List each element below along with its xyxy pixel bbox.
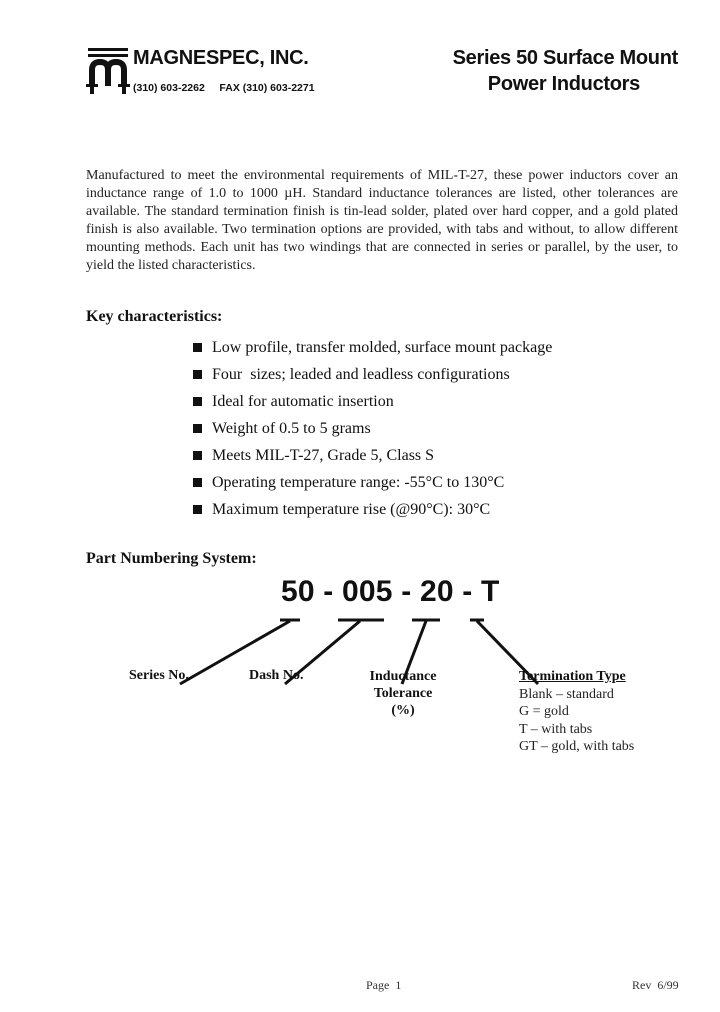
square-bullet-icon	[193, 451, 202, 460]
part-number-example: 50 - 005 - 20 - T	[281, 575, 500, 608]
list-item	[193, 496, 552, 523]
list-item	[193, 388, 552, 415]
intro-paragraph: Manufactured to meet the environmental requirements of MIL-T-27, these power inductors cover an inductance range of 1.0 to 1000 µH. Standard inductance tolerances are listed, other tolerances are available. The standard termination finish is tin-lead solder, plated over hard copper, and a gold plated finish is also available. Two termination options are provided, with tabs and without, to allow different mounting methods. Each unit has two windings that are connected in series or parallel, by the user, to yield the listed characteristics.	[86, 168, 678, 273]
list-item-text: Low profile, transfer molded, surface mount package	[212, 338, 553, 356]
list-item-text: Four sizes; leaded and leadless configurations	[212, 365, 510, 383]
list-item-text: Ideal for automatic insertion	[212, 392, 394, 410]
revision-label: Rev 6/99	[632, 978, 679, 992]
part-numbering-heading: Part Numbering System:	[86, 550, 257, 567]
page-number: Page 1	[366, 978, 402, 992]
key-characteristics-heading: Key characteristics:	[86, 308, 223, 325]
square-bullet-icon	[193, 478, 202, 487]
termination-option: Blank – standard	[519, 686, 614, 702]
phone-number: (310) 603-2262	[133, 82, 205, 94]
document-title-line1: Series 50 Surface Mount	[452, 47, 678, 69]
list-item	[193, 334, 552, 361]
square-bullet-icon	[193, 505, 202, 514]
list-item-text: Meets MIL-T-27, Grade 5, Class S	[212, 446, 435, 464]
square-bullet-icon	[193, 424, 202, 433]
list-item-text: Maximum temperature rise (@90°C): 30°C	[212, 500, 491, 518]
series-no-label: Series No.	[129, 668, 189, 683]
fax-number: FAX (310) 603-2271	[219, 82, 315, 94]
document-title-line2: Power Inductors	[487, 73, 640, 95]
dash-no-label: Dash No.	[249, 668, 304, 683]
tolerance-label-line1: Inductance	[369, 669, 437, 684]
termination-option: G = gold	[519, 704, 569, 719]
list-item	[193, 361, 552, 388]
list-item	[193, 469, 552, 496]
list-item-text: Operating temperature range: -55°C to 130°C	[212, 473, 505, 491]
contact-numbers	[133, 82, 315, 94]
square-bullet-icon	[193, 343, 202, 352]
termination-option: GT – gold, with tabs	[519, 739, 635, 754]
termination-type-title: Termination Type	[519, 669, 626, 684]
magnespec-logo-icon	[86, 46, 130, 96]
termination-option: T – with tabs	[519, 721, 593, 737]
list-item	[193, 442, 552, 469]
square-bullet-icon	[193, 397, 202, 406]
termination-type-block	[519, 668, 634, 756]
company-name: MAGNESPEC, INC.	[133, 47, 309, 69]
list-item-text: Weight of 0.5 to 5 grams	[212, 419, 371, 437]
key-characteristics-list	[193, 334, 552, 523]
tolerance-label-line2: Tolerance	[373, 686, 433, 701]
list-item	[193, 415, 552, 442]
square-bullet-icon	[193, 370, 202, 379]
tolerance-label-line3: (%)	[391, 703, 415, 718]
tolerance-label	[366, 668, 440, 719]
